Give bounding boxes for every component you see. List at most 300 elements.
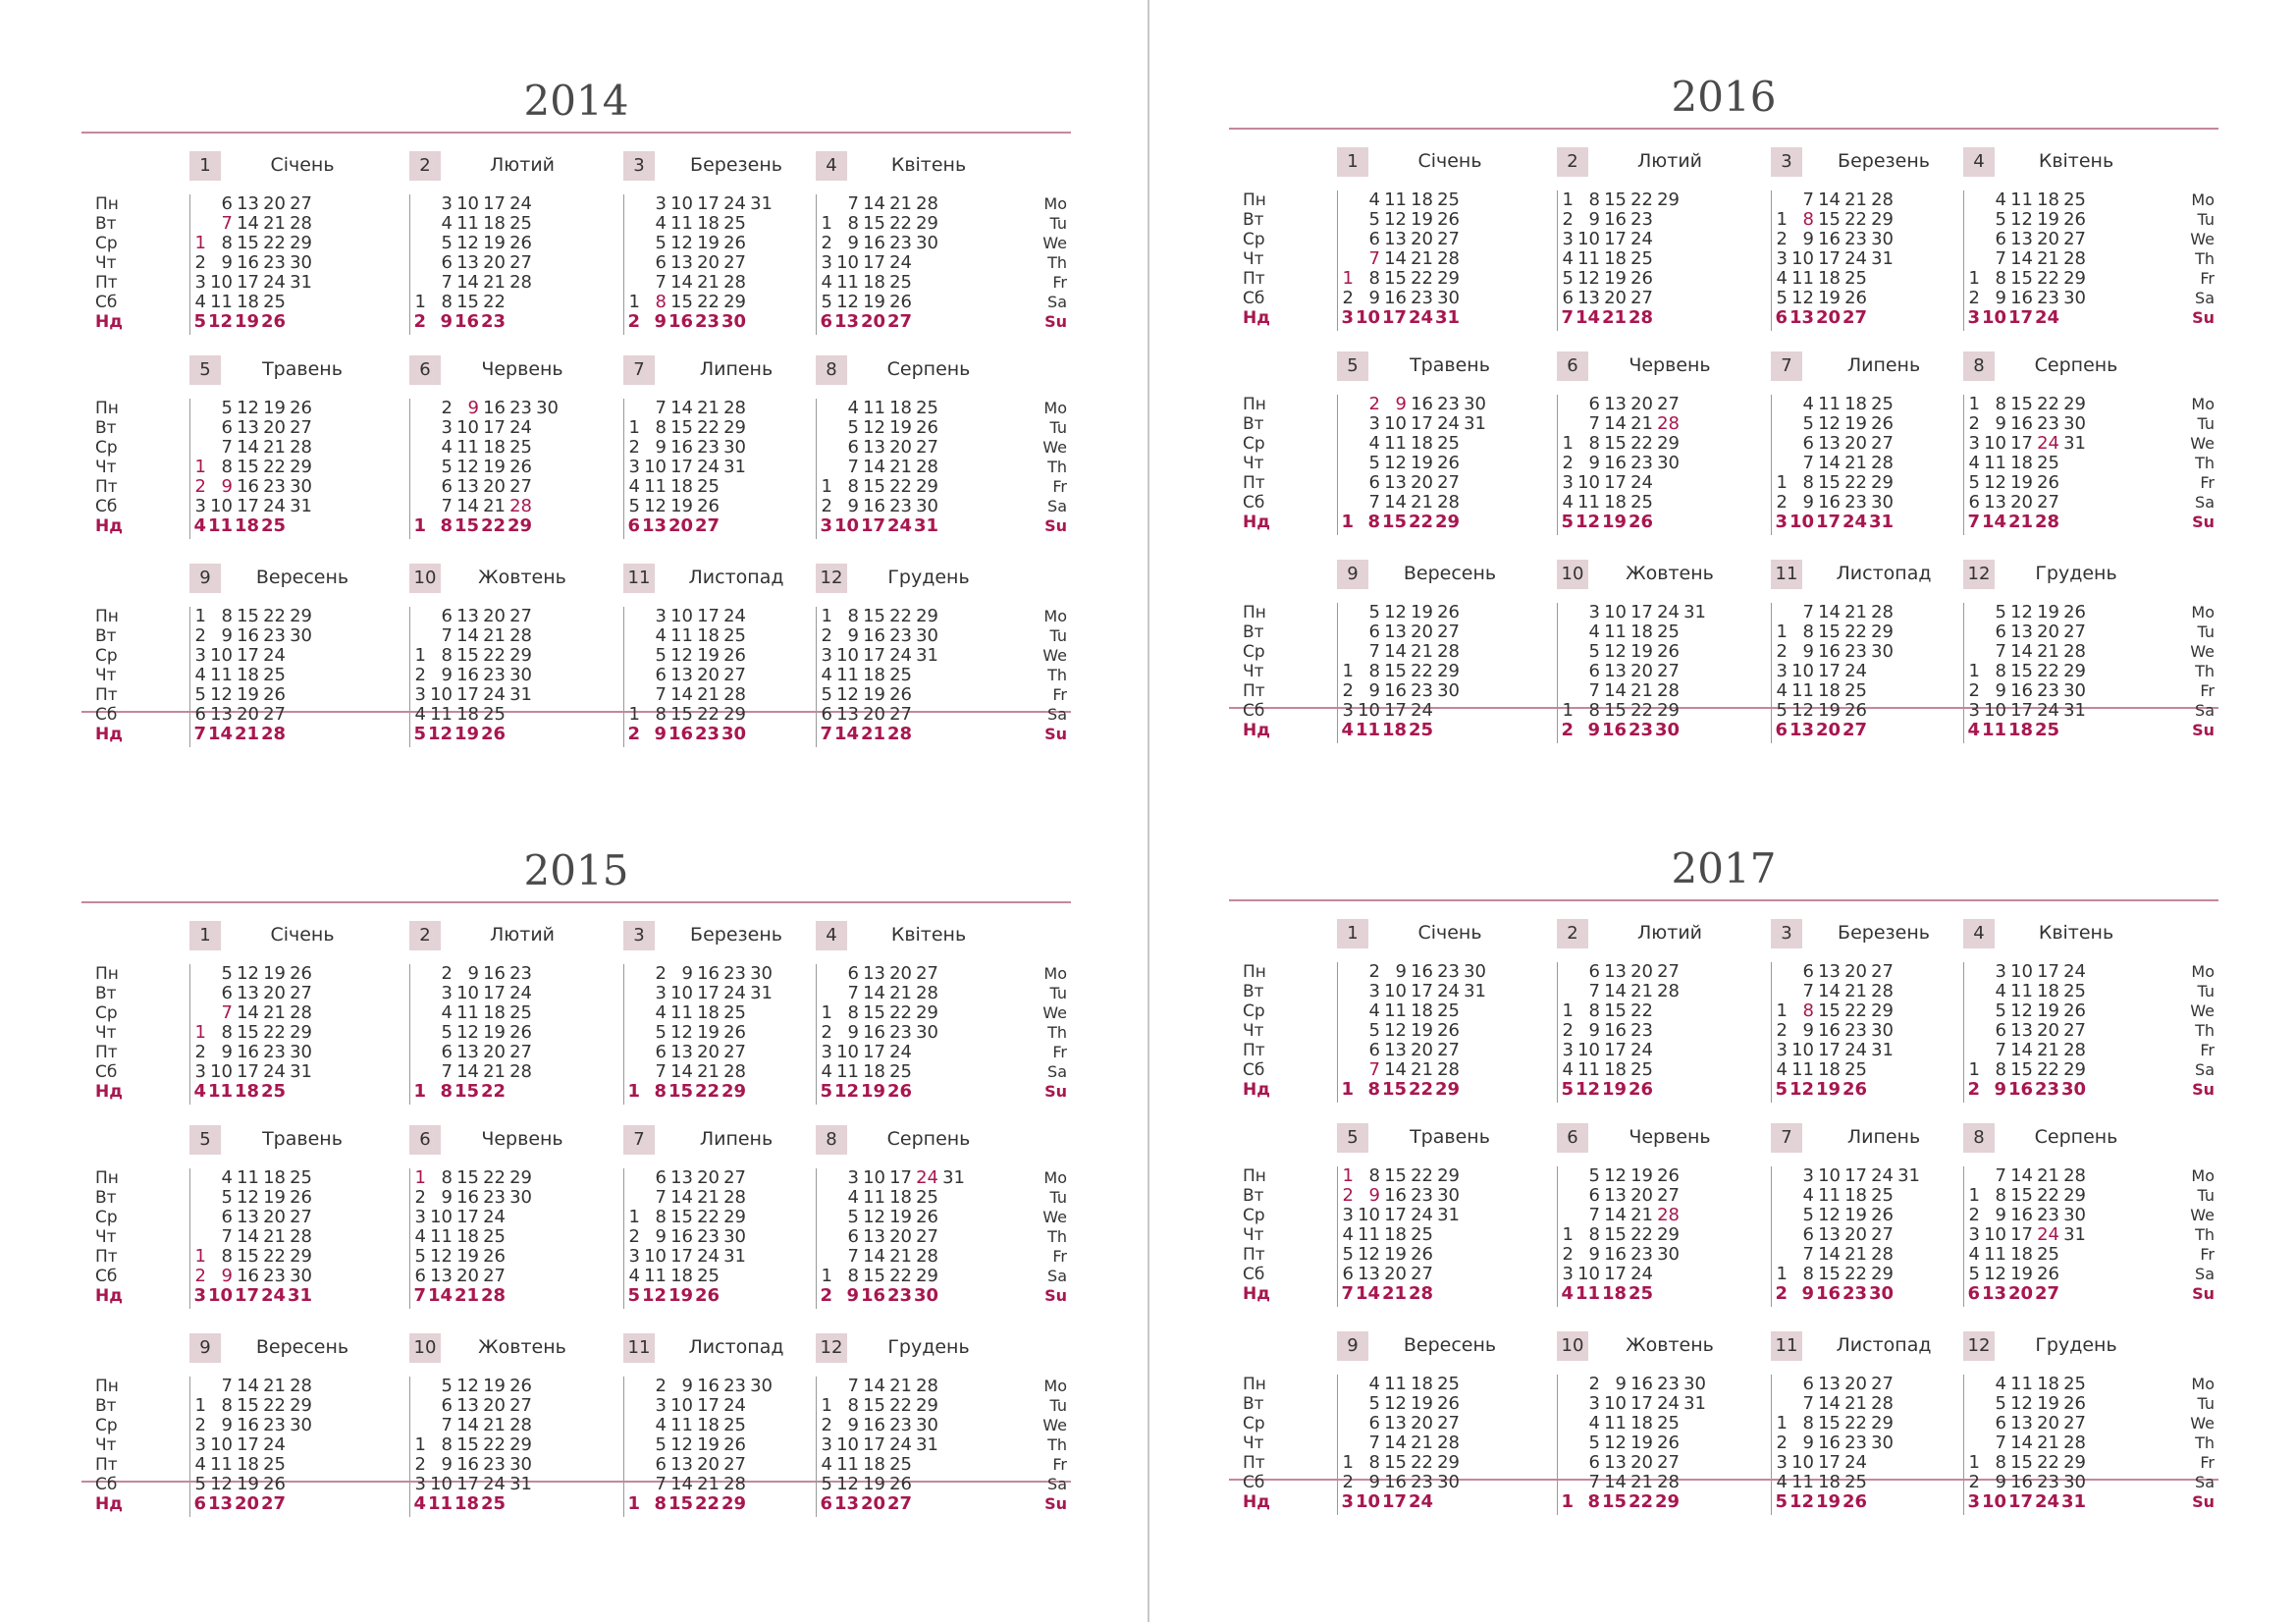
- day-cell: 21: [889, 457, 912, 477]
- day-cell: 22: [1844, 209, 1867, 230]
- month-divider: [623, 194, 624, 335]
- day-cell: 25: [1844, 680, 1867, 701]
- day-cell: 15: [1384, 268, 1407, 289]
- day-cell: 6: [1588, 1452, 1600, 1473]
- day-cell: 15: [2010, 1452, 2033, 1473]
- day-cell: 1: [628, 417, 640, 438]
- day-cell: 2: [1342, 680, 1354, 701]
- day-cell: 2: [628, 1226, 640, 1247]
- day-cell: 31: [1871, 248, 1894, 269]
- day-cell: 7: [413, 1285, 426, 1306]
- day-cell: 6: [655, 252, 667, 273]
- day-cell: 22: [2037, 394, 2059, 414]
- weekday-row: [1561, 395, 1680, 414]
- day-cell: 20: [1844, 1374, 1867, 1394]
- weekday-label: Пн: [1243, 603, 1266, 622]
- day-cell: 5: [1562, 268, 1574, 289]
- day-cell: 13: [430, 1266, 453, 1286]
- month-name: Травень: [1410, 1126, 1490, 1148]
- weekday-label: Нд: [1243, 1284, 1270, 1304]
- day-cell: 18: [863, 1454, 885, 1475]
- weekday-row: [1341, 249, 1460, 269]
- day-cell: 30: [1437, 1185, 1460, 1206]
- day-cell: 26: [694, 1285, 720, 1306]
- day-cell: 14: [237, 1226, 259, 1247]
- day-cell: 5: [193, 311, 206, 332]
- day-cell: 28: [1657, 413, 1680, 434]
- day-cell: 16: [2010, 413, 2033, 434]
- weekday-row: [1775, 701, 1894, 721]
- day-cell: 11: [210, 665, 233, 685]
- day-cell: 29: [2063, 268, 2086, 289]
- day-cell: 25: [263, 665, 286, 685]
- day-cell: 6: [221, 1207, 233, 1227]
- month-day-grid: [1561, 962, 1680, 1100]
- day-cell: 17: [697, 193, 720, 214]
- day-cell: 5: [1588, 1433, 1600, 1453]
- weekday-row: [627, 1475, 773, 1494]
- month-number-badge: 1: [189, 921, 221, 950]
- day-cell: 27: [1657, 661, 1680, 681]
- day-cell: 3: [1562, 229, 1574, 249]
- day-cell: 26: [889, 684, 912, 705]
- weekday-row: [1561, 308, 1680, 328]
- day-cell: 31: [1464, 981, 1486, 1001]
- weekday-label: Сб: [95, 705, 118, 725]
- day-cell: 14: [863, 193, 885, 214]
- day-cell: 29: [290, 1022, 312, 1043]
- weekday-labels-en: [2190, 603, 2215, 740]
- weekday-label: Su: [1044, 1082, 1067, 1101]
- day-cell: 10: [1818, 1165, 1841, 1186]
- day-cell: 8: [441, 1167, 453, 1188]
- day-cell: 26: [2037, 472, 2059, 493]
- weekday-labels-uk: [1243, 190, 1270, 328]
- month-day-grid: [1561, 1375, 1706, 1512]
- weekday-label: Вт: [1243, 982, 1264, 1001]
- month-divider: [409, 194, 410, 335]
- month-divider: [1963, 190, 1964, 331]
- day-cell: 25: [1657, 1413, 1680, 1433]
- day-cell: 10: [1791, 1040, 1814, 1060]
- day-cell: 28: [1437, 1059, 1460, 1080]
- day-cell: 30: [2060, 1079, 2086, 1100]
- day-cell: 17: [1818, 661, 1841, 681]
- day-cell: 22: [2037, 1452, 2059, 1473]
- day-cell: 31: [1683, 602, 1706, 622]
- day-cell: 29: [2063, 1059, 2086, 1080]
- day-cell: 27: [509, 476, 532, 497]
- day-cell: 28: [290, 1226, 312, 1247]
- weekday-row: [1967, 962, 2086, 982]
- day-cell: 28: [723, 1061, 746, 1082]
- day-cell: 27: [723, 1167, 746, 1188]
- weekday-label: We: [2190, 642, 2215, 661]
- day-cell: 2: [1968, 1472, 1980, 1492]
- day-cell: 8: [440, 1081, 453, 1102]
- day-cell: 28: [1437, 1433, 1460, 1453]
- weekday-label: Нд: [95, 516, 123, 536]
- day-cell: 8: [1587, 1491, 1600, 1512]
- day-cell: 13: [833, 1493, 859, 1514]
- day-cell: 6: [1995, 1413, 2006, 1433]
- day-cell: 9: [1802, 492, 1814, 513]
- day-cell: 24: [1630, 229, 1653, 249]
- day-cell: 15: [1384, 1165, 1407, 1186]
- day-cell: 21: [889, 1376, 912, 1396]
- day-cell: 2: [413, 311, 426, 332]
- day-cell: 28: [1657, 981, 1680, 1001]
- day-cell: 16: [2010, 680, 2033, 701]
- day-cell: 27: [260, 1493, 286, 1514]
- month-divider: [1337, 190, 1338, 331]
- day-cell: 19: [1844, 413, 1867, 434]
- month-day-grid: [1775, 962, 1894, 1100]
- day-cell: 26: [509, 1376, 532, 1396]
- day-cell: 10: [207, 1285, 233, 1306]
- weekday-row: [820, 1227, 965, 1247]
- day-cell: 11: [1575, 1283, 1600, 1304]
- day-cell: 2: [441, 963, 453, 984]
- weekday-label: Fr: [1052, 273, 1067, 292]
- day-cell: 26: [1437, 1020, 1460, 1041]
- day-cell: 8: [1995, 1452, 2006, 1473]
- weekday-row: [820, 1208, 965, 1227]
- day-cell: 27: [2063, 1413, 2086, 1433]
- day-cell: 22: [2037, 268, 2059, 289]
- day-cell: 21: [2037, 641, 2059, 662]
- day-cell: 9: [847, 1022, 859, 1043]
- weekday-row: [413, 1062, 532, 1082]
- day-cell: 5: [1968, 472, 1980, 493]
- day-cell: 6: [1342, 1264, 1354, 1284]
- day-cell: 19: [1384, 1244, 1407, 1265]
- day-cell: 23: [263, 1266, 286, 1286]
- weekday-label: Th: [2195, 662, 2215, 680]
- day-cell: 6: [441, 1395, 453, 1416]
- month-divider: [1963, 1166, 1964, 1307]
- day-cell: 24: [260, 1285, 286, 1306]
- day-cell: 22: [1844, 1413, 1867, 1433]
- day-cell: 29: [916, 476, 938, 497]
- day-cell: 23: [1844, 641, 1867, 662]
- day-cell: 9: [1588, 453, 1600, 473]
- day-cell: 17: [237, 496, 259, 516]
- day-cell: 26: [916, 417, 938, 438]
- day-cell: 25: [290, 1167, 312, 1188]
- weekday-row: [1967, 493, 2086, 513]
- day-cell: 14: [863, 1376, 885, 1396]
- day-cell: 11: [1791, 1059, 1814, 1080]
- month-name: Листопад: [688, 567, 784, 588]
- day-cell: 27: [723, 252, 746, 273]
- day-cell: 8: [1995, 394, 2006, 414]
- day-cell: 21: [1411, 641, 1433, 662]
- weekday-row: [1341, 1473, 1460, 1492]
- day-cell: 11: [1791, 268, 1814, 289]
- day-cell: 28: [2034, 512, 2059, 532]
- month-number-badge: 7: [1771, 351, 1802, 381]
- day-cell: 22: [694, 1493, 720, 1514]
- day-cell: 13: [836, 704, 859, 725]
- day-cell: 27: [1871, 1224, 1894, 1245]
- weekday-label: Su: [2192, 513, 2215, 531]
- day-cell: 2: [628, 437, 640, 458]
- month-number-badge: 11: [1771, 560, 1802, 589]
- month-divider: [1963, 1375, 1964, 1515]
- day-cell: 15: [863, 1266, 885, 1286]
- day-cell: 3: [821, 1434, 832, 1455]
- weekday-row: [627, 418, 746, 438]
- day-cell: 3: [628, 457, 640, 477]
- day-cell: 3: [1342, 1205, 1354, 1225]
- day-cell: 27: [889, 704, 912, 725]
- day-cell: 31: [1897, 1165, 1920, 1186]
- day-cell: 31: [2060, 1491, 2086, 1512]
- month-name: Червень: [481, 358, 563, 380]
- day-cell: 14: [2010, 1433, 2033, 1453]
- weekday-label: Mo: [2191, 395, 2215, 413]
- day-cell: 22: [1408, 512, 1433, 532]
- day-cell: 30: [1871, 229, 1894, 249]
- day-cell: 17: [697, 1395, 720, 1416]
- weekday-label: Пн: [1243, 962, 1266, 982]
- day-cell: 6: [1588, 661, 1600, 681]
- weekday-row: [1341, 622, 1460, 642]
- day-cell: 22: [2037, 1185, 2059, 1206]
- day-cell: 10: [210, 645, 233, 666]
- day-cell: 19: [2037, 209, 2059, 230]
- month-name: Серпень: [2034, 354, 2118, 376]
- month-number-badge: 1: [1337, 147, 1368, 177]
- day-cell: 20: [1384, 1264, 1407, 1284]
- day-cell: 6: [1368, 229, 1380, 249]
- day-cell: 27: [916, 1226, 938, 1247]
- day-cell: 6: [847, 437, 859, 458]
- day-cell: 5: [1368, 602, 1380, 622]
- day-cell: 11: [1984, 453, 2006, 473]
- day-cell: 5: [1588, 641, 1600, 662]
- day-cell: 20: [456, 1266, 479, 1286]
- month-number-badge: 8: [816, 355, 847, 385]
- month-day-grid: [413, 607, 532, 744]
- weekday-label: Вт: [95, 1396, 117, 1416]
- month-number-badge: 6: [409, 355, 441, 385]
- day-cell: 25: [480, 1493, 506, 1514]
- month-divider: [623, 1377, 624, 1517]
- weekday-row: [413, 1227, 532, 1247]
- day-cell: 21: [263, 1226, 286, 1247]
- day-cell: 22: [263, 1022, 286, 1043]
- day-cell: 29: [916, 1395, 938, 1416]
- day-cell: 30: [916, 233, 938, 253]
- weekday-label: Чт: [1243, 1021, 1264, 1041]
- day-cell: 12: [1789, 1491, 1814, 1512]
- weekday-label: Чт: [1243, 249, 1264, 269]
- day-cell: 7: [655, 1061, 667, 1082]
- weekday-label: Пн: [95, 964, 119, 984]
- day-cell: 20: [483, 252, 506, 273]
- day-cell: 15: [1604, 189, 1627, 210]
- day-cell: 4: [655, 1415, 667, 1435]
- day-cell: 3: [1368, 981, 1380, 1001]
- weekday-row: [413, 646, 532, 666]
- day-cell: 29: [1657, 1224, 1680, 1245]
- day-cell: 16: [1384, 680, 1407, 701]
- month-day-grid: [1775, 395, 1894, 532]
- weekday-row: [1341, 962, 1486, 982]
- day-cell: 14: [833, 724, 859, 744]
- day-cell: 28: [480, 1285, 506, 1306]
- day-cell: 11: [2010, 189, 2033, 210]
- weekday-label: Нд: [1243, 1080, 1270, 1100]
- weekday-row: [1775, 454, 1894, 473]
- month-divider: [1557, 962, 1558, 1103]
- day-cell: 15: [456, 1434, 479, 1455]
- day-cell: 20: [483, 476, 506, 497]
- month-day-grid: [193, 1377, 312, 1514]
- day-cell: 14: [670, 684, 693, 705]
- day-cell: 1: [627, 1081, 640, 1102]
- day-cell: 30: [916, 1022, 938, 1043]
- weekday-row: [413, 705, 532, 725]
- day-cell: 29: [916, 213, 938, 234]
- weekday-labels-uk: [1243, 1375, 1270, 1512]
- day-cell: 16: [456, 1454, 479, 1475]
- weekday-label: Mo: [1043, 1377, 1067, 1395]
- weekday-label: Ср: [95, 1003, 118, 1023]
- month-name: Жовтень: [478, 1336, 566, 1358]
- weekday-row: [1775, 1394, 1894, 1414]
- day-cell: 10: [1984, 433, 2006, 454]
- day-cell: 23: [1630, 453, 1653, 473]
- month-name: Квітень: [890, 154, 967, 176]
- day-cell: 24: [916, 1167, 938, 1188]
- weekday-label: Пт: [95, 273, 118, 293]
- day-cell: 9: [221, 1415, 233, 1435]
- day-cell: 14: [2010, 641, 2033, 662]
- month-number-badge: 3: [623, 921, 655, 950]
- day-cell: 20: [263, 193, 286, 214]
- weekday-label: Сб: [95, 1475, 118, 1494]
- month-day-grid: [1561, 395, 1680, 532]
- day-cell: 11: [427, 1493, 453, 1514]
- day-cell: 10: [1984, 1224, 2006, 1245]
- weekday-row: [413, 477, 559, 497]
- day-cell: 13: [1384, 622, 1407, 642]
- weekday-label: Сб: [1243, 493, 1265, 513]
- day-cell: 18: [2037, 1374, 2059, 1394]
- day-cell: 8: [1368, 661, 1380, 681]
- day-cell: 1: [194, 457, 206, 477]
- weekday-row: [193, 1188, 312, 1208]
- day-cell: 22: [889, 606, 912, 626]
- weekday-label: Mo: [1043, 194, 1067, 213]
- day-cell: 29: [1437, 661, 1460, 681]
- day-cell: 13: [456, 606, 479, 626]
- weekday-row: [1341, 308, 1460, 328]
- day-cell: 20: [483, 1395, 506, 1416]
- month-name: Червень: [1629, 1126, 1711, 1148]
- day-cell: 16: [456, 665, 479, 685]
- weekday-row: [1967, 1186, 2086, 1206]
- day-cell: 1: [628, 704, 640, 725]
- weekday-row: [413, 1267, 532, 1286]
- weekday-row: [1561, 230, 1680, 249]
- day-cell: 3: [1341, 1491, 1354, 1512]
- month-day-grid: [1561, 1166, 1680, 1304]
- weekday-row: [820, 194, 938, 214]
- day-cell: 1: [628, 292, 640, 312]
- weekday-label: Sa: [2195, 289, 2215, 307]
- weekday-row: [1561, 493, 1680, 513]
- weekday-label: Пт: [1243, 473, 1265, 493]
- weekday-row: [1775, 1433, 1894, 1453]
- weekday-row: [1967, 603, 2086, 622]
- day-cell: 8: [221, 457, 233, 477]
- day-cell: 14: [863, 983, 885, 1003]
- day-cell: 24: [1871, 1165, 1894, 1186]
- weekday-row: [820, 1023, 938, 1043]
- day-cell: 12: [456, 1376, 479, 1396]
- month-row: [1229, 1123, 2218, 1310]
- weekday-row: [1775, 395, 1894, 414]
- day-cell: 1: [1562, 433, 1574, 454]
- day-cell: 3: [441, 983, 453, 1003]
- day-cell: 24: [1844, 248, 1867, 269]
- day-cell: 21: [1844, 1244, 1867, 1265]
- month-name: Серпень: [886, 358, 971, 380]
- day-cell: 27: [1842, 307, 1867, 328]
- day-cell: 22: [263, 1246, 286, 1267]
- day-cell: 23: [697, 437, 720, 458]
- day-cell: 1: [414, 1167, 426, 1188]
- day-cell: 5: [441, 1022, 453, 1043]
- day-cell: 24: [263, 645, 286, 666]
- day-cell: 16: [2010, 1205, 2033, 1225]
- day-cell: 22: [697, 704, 720, 725]
- day-cell: 5: [441, 1376, 453, 1396]
- day-cell: 14: [1384, 492, 1407, 513]
- day-cell: 8: [1368, 1165, 1380, 1186]
- weekday-label: Fr: [2200, 1041, 2215, 1059]
- month-name: Грудень: [887, 567, 970, 588]
- day-cell: 9: [1395, 394, 1407, 414]
- day-cell: 23: [723, 963, 746, 984]
- weekday-label: Пт: [1243, 1245, 1265, 1265]
- day-cell: 19: [2037, 1393, 2059, 1414]
- day-cell: 16: [454, 311, 479, 332]
- weekday-row: [627, 194, 773, 214]
- day-cell: 26: [697, 496, 720, 516]
- weekday-row: [820, 293, 938, 312]
- day-cell: 9: [467, 963, 479, 984]
- day-cell: 6: [1775, 307, 1788, 328]
- day-cell: 21: [1411, 1433, 1433, 1453]
- day-cell: 21: [2037, 248, 2059, 269]
- day-cell: 2: [1776, 1433, 1788, 1453]
- day-cell: 18: [2010, 453, 2033, 473]
- day-cell: 20: [2007, 1283, 2033, 1304]
- day-cell: 19: [860, 1081, 885, 1102]
- month-divider: [1963, 395, 1964, 535]
- day-cell: 25: [1844, 1472, 1867, 1492]
- day-cell: 28: [1657, 1472, 1680, 1492]
- day-cell: 24: [2034, 1491, 2059, 1512]
- day-cell: 18: [697, 213, 720, 234]
- day-cell: 9: [1994, 1079, 2006, 1100]
- day-cell: 1: [1968, 1059, 1980, 1080]
